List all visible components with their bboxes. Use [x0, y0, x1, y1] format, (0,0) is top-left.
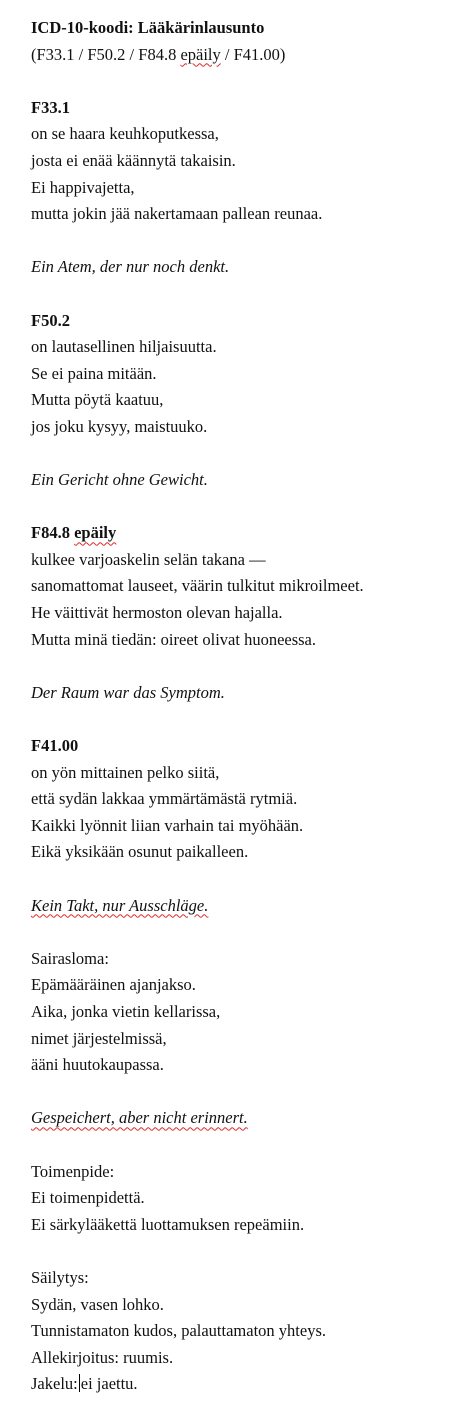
poem-line: Kaikki lyönnit liian varhain tai myöhään. — [31, 815, 304, 835]
sick-leave-heading: Sairasloma: — [31, 948, 109, 968]
blank-line — [31, 494, 471, 521]
poem-line: sanomattomat lauseet, väärin tulkitut mikroilmeet. — [31, 576, 364, 596]
sick-leave-line: nimet järjestelmissä, — [31, 1028, 167, 1048]
storage-line: Sydän, vasen lohko. — [31, 1294, 164, 1314]
blank-line — [31, 281, 471, 308]
poem-line: että sydän lakkaa ymmärtämästä rytmiä. — [31, 789, 298, 809]
section-code: F41.00 — [31, 736, 79, 756]
blank-line — [31, 866, 471, 893]
codes-line — [31, 42, 471, 69]
spellcheck-flagged-word: epäily — [74, 523, 117, 543]
codes-suffix: / F41.00) — [220, 44, 286, 64]
section-code: F50.2 — [31, 310, 70, 330]
german-coda: Der Raum war das Symptom. — [31, 682, 225, 702]
codes-prefix: (F33.1 / F50.2 / F84.8 — [31, 44, 181, 64]
blank-line — [31, 228, 471, 255]
distribution-line — [31, 1371, 471, 1398]
blank-line — [31, 1079, 471, 1106]
section-code: F84.8 — [31, 523, 70, 543]
sick-leave-line: ääni huutokaupassa. — [31, 1055, 164, 1075]
poem-line: Mutta minä tiedän: oireet olivat huoneessa. — [31, 629, 317, 649]
distribution-value: ei jaettu. — [80, 1374, 138, 1394]
poem-line: Eikä yksikään osunut paikalleen. — [31, 842, 249, 862]
german-coda: Ein Gericht ohne Gewicht. — [31, 470, 208, 490]
poem-line: Se ei paina mitään. — [31, 363, 157, 383]
poem-line: josta ei enää käännytä takaisin. — [31, 150, 236, 170]
procedure-heading: Toimenpide: — [31, 1161, 115, 1181]
distribution-label: Jakelu: — [31, 1374, 78, 1394]
procedure-line: Ei särkylääkettä luottamuksen repeämiin. — [31, 1214, 305, 1234]
blank-line — [31, 919, 471, 946]
storage-line: Allekirjoitus: ruumis. — [31, 1347, 174, 1367]
german-coda-flagged: Gespeichert, aber nicht erinnert. — [31, 1108, 248, 1128]
text-cursor — [79, 1374, 80, 1392]
procedure-line: Ei toimenpidettä. — [31, 1188, 145, 1208]
blank-line — [31, 1238, 471, 1265]
sick-leave-line: Epämääräinen ajanjakso. — [31, 975, 196, 995]
document-body[interactable] — [31, 15, 471, 1398]
section-code: F33.1 — [31, 97, 70, 117]
storage-line: Tunnistamaton kudos, palauttamaton yhteys. — [31, 1321, 326, 1341]
german-coda-flagged: Kein Takt, nur Ausschläge. — [31, 895, 209, 915]
spellcheck-flagged-word: epäily — [180, 44, 221, 64]
poem-line: He väittivät hermoston olevan hajalla. — [31, 603, 283, 623]
blank-line — [31, 706, 471, 733]
poem-line: on se haara keuhkoputkessa, — [31, 124, 219, 144]
poem-line: mutta jokin jää nakertamaan pallean reunaa. — [31, 204, 323, 224]
section-code-with-flag — [31, 520, 471, 547]
poem-line: Mutta pöytä kaatuu, — [31, 390, 164, 410]
storage-heading: Säilytys: — [31, 1267, 89, 1287]
poem-line: jos joku kysyy, maistuuko. — [31, 416, 208, 436]
blank-line — [31, 653, 471, 680]
blank-line — [31, 441, 471, 468]
german-coda: Ein Atem, der nur noch denkt. — [31, 257, 230, 277]
document-title: ICD-10-koodi: Lääkärinlausunto — [31, 18, 265, 37]
blank-line — [31, 68, 471, 95]
blank-line — [31, 1132, 471, 1159]
poem-line: on lautasellinen hiljaisuutta. — [31, 337, 217, 357]
sick-leave-line: Aika, jonka vietin kellarissa, — [31, 1001, 221, 1021]
poem-line: kulkee varjoaskelin selän takana — — [31, 549, 266, 569]
poem-line: Ei happivajetta, — [31, 177, 135, 197]
poem-line: on yön mittainen pelko siitä, — [31, 762, 220, 782]
